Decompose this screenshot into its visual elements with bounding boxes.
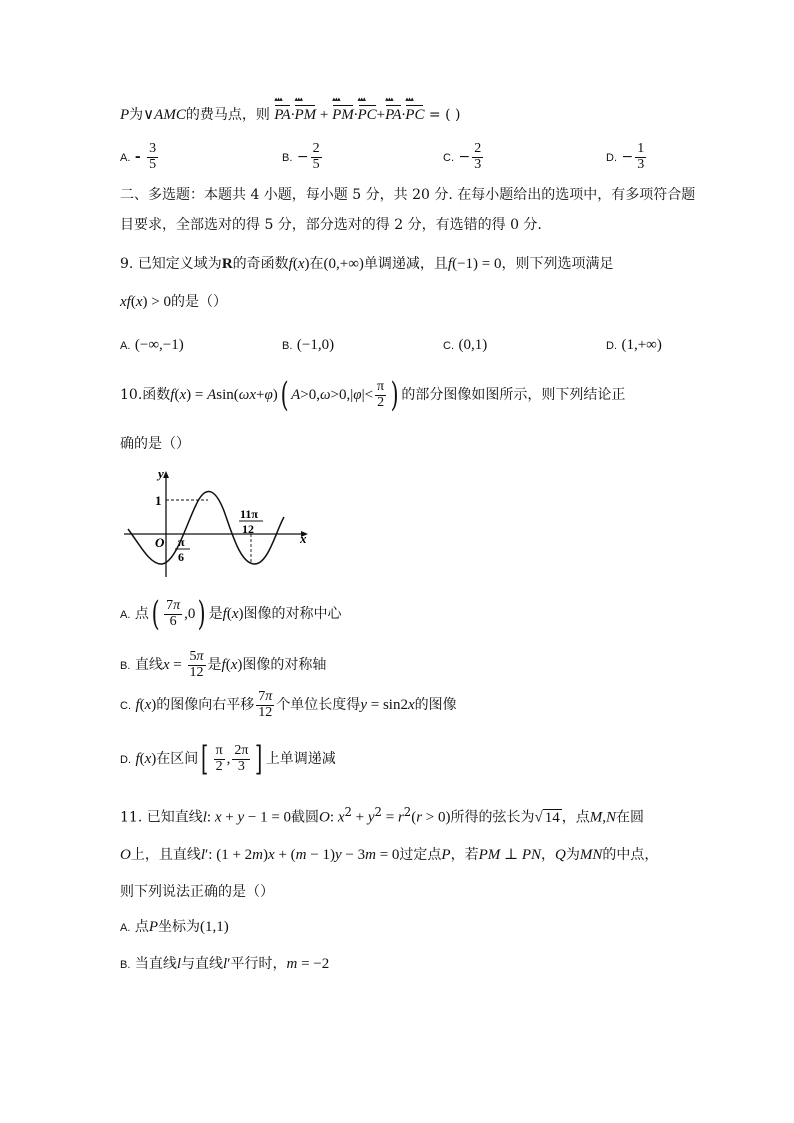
q10-option-c[interactable]: C. f(x)的图像向右平移 $\frac{7\pi}{12}$ 个单位长度得y = sin2x的图像: [120, 689, 457, 720]
pi-label: π: [178, 535, 185, 549]
q10-stem-line2: 确的是（）: [120, 436, 190, 452]
q11-stem-line1: 11. 已知直线l: x + y − 1 = 0截圆O: $x^2 + y^2 = r^2(r > 0)$所得的弦长为√ 14 ，点M,N在圆: [120, 805, 645, 826]
eleven-pi-label: 11π: [240, 507, 258, 521]
q8-option-d[interactable]: D. − $\frac{1}{3}$: [606, 141, 645, 172]
y-label: y: [158, 466, 164, 481]
one-label: 1: [155, 493, 162, 508]
q10-option-b[interactable]: B. 直线x = $\frac{5\pi}{12}$ 是f(x)图像的对称轴: [120, 649, 327, 680]
q8-option-c[interactable]: C. − $\frac{2}{3}$: [443, 141, 482, 172]
q8-option-b[interactable]: B. − $\frac{2}{5}$: [282, 141, 320, 172]
sine-curve: [128, 491, 284, 564]
q11-option-b[interactable]: B. 当直线l与直线l′平行时，m = −2: [120, 956, 330, 972]
q9-stem-line2: xf(x) > 0的是（）: [120, 294, 227, 310]
y-axis-arrow: [163, 471, 169, 478]
origin-label: O: [155, 535, 165, 550]
six-label: 6: [178, 550, 184, 564]
q10-sine-graph: [120, 465, 315, 585]
q10-stem-line1: 10.函数f(x) = Asin(ωx+φ)( A>0,ω>0,|φ|< $\frac{\pi}{2}$ ) 的部分图像如图所示，则下列结论正: [120, 375, 626, 415]
q10-option-a[interactable]: A. 点( $\frac{7\pi}{6}$ ,0) 是f(x)图像的对称中心: [120, 594, 342, 634]
q11-option-a[interactable]: A. 点P坐标为(1,1): [120, 919, 229, 935]
q11-stem-line2: O上，且直线l′: (1 + 2m)x + (m − 1)y − 3m = 0过定点P，若PM ⊥ PN，Q为MN的中点，: [120, 847, 659, 863]
q9-option-b[interactable]: B. (−1,0): [282, 337, 335, 353]
q9-option-c[interactable]: C. (0,1): [443, 337, 488, 353]
x-label: x: [300, 531, 307, 546]
q8-stem: P为∨AMC的费马点，则 PA ▴▴▴·PM ▴▴▴ + PM ▴▴▴·PC ▴▴▴+PA ▴▴▴·PC ▴▴▴ = ( ): [120, 106, 460, 124]
q8-option-a[interactable]: A. - $\frac{3}{5}$: [120, 141, 157, 172]
section2-line1: 二、多选题：本题共 4 小题，每小题 5 分，共 20 分. 在每小题给出的选项中，有多项符合题: [120, 187, 696, 203]
q10-option-d[interactable]: D. f(x)在区间[ $\frac{\pi}{2}$ , $\frac{2\pi}{3}$ ] 上单调递减: [120, 739, 336, 779]
q9-option-a[interactable]: A. (−∞,−1): [120, 337, 184, 353]
q9-option-d[interactable]: D. (1,+∞): [606, 337, 662, 353]
q11-stem-line3: 则下列说法正确的是（）: [120, 884, 274, 900]
twelve-label: 12: [242, 522, 254, 536]
q9-stem-line1: 9. 已知定义域为R的奇函数f(x)在(0,+∞)单调递减，且f(−1) = 0，则下列选项满足: [120, 256, 614, 272]
section2-line2: 目要求，全部选对的得 5 分，部分选对的得 2 分，有选错的得 0 分.: [120, 217, 542, 233]
